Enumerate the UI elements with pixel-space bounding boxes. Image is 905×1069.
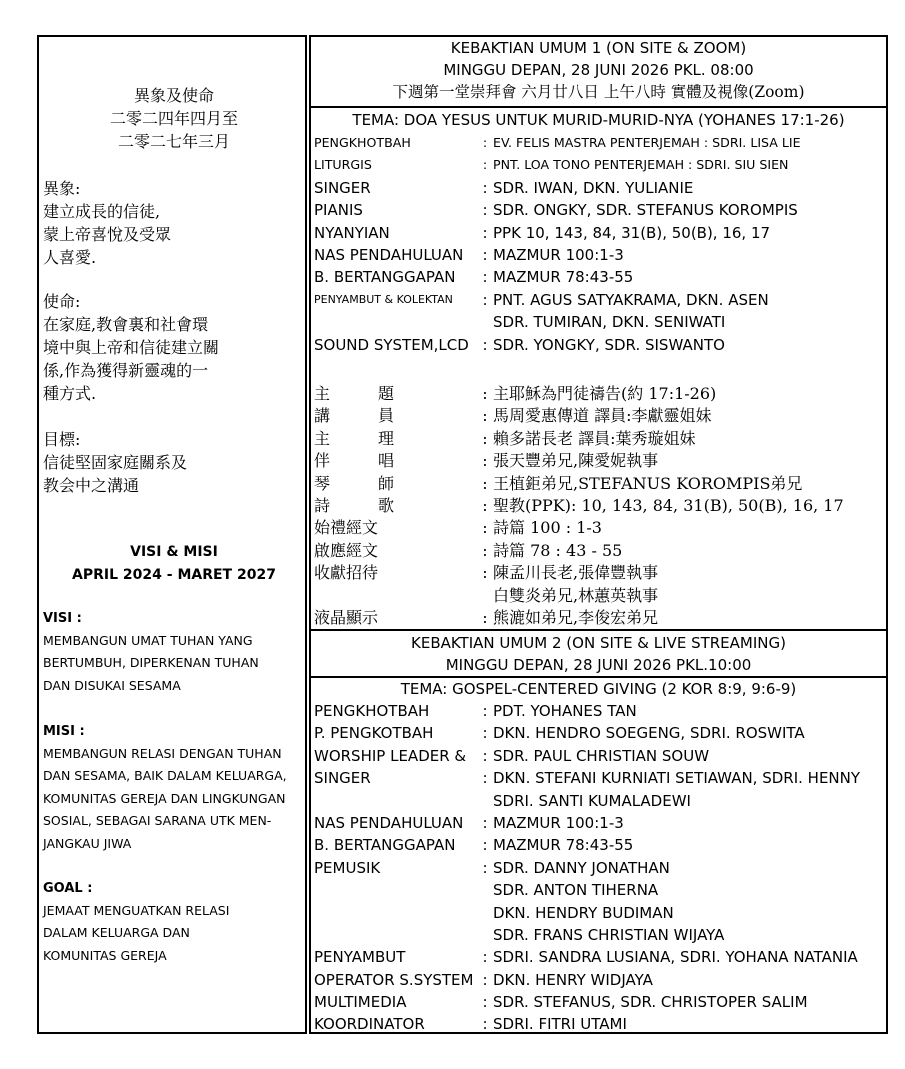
zh-period-1: 二零二四年四月至 (109, 109, 238, 128)
row-value: SDR. PAUL CHRISTIAN SOUW (493, 746, 710, 765)
zh-goal-line: 教会中之溝通 (43, 476, 140, 495)
row-label: SINGER (314, 769, 371, 788)
row-label: WORSHIP LEADER & (314, 746, 467, 765)
zh-vision-block (43, 177, 305, 269)
zh-period-2: 二零二七年三月 (117, 132, 230, 151)
row-label: KOORDINATOR (314, 1015, 425, 1034)
zh-goal-block (43, 428, 305, 497)
vision-mission-panel (37, 35, 307, 1034)
zh-vision-line: 建立成長的信徒, (43, 202, 161, 221)
roster-row: PENGKHOTBAH : PDT. YOHANES TAN (311, 700, 886, 722)
misi-line: SOSIAL, SEBAGAI SARANA UTK MEN- (43, 813, 272, 829)
misi-line: DAN SESAMA, BAIK DALAM KELUARGA, (43, 768, 287, 784)
zh-vision-head: 異象: (43, 179, 81, 198)
row-value: DKN. HENDRY BUDIMAN (493, 903, 674, 922)
zh-mission-line: 係,作為獲得新靈魂的一 (43, 361, 209, 380)
zh-mission-line: 在家庭,教會裏和社會環 (43, 315, 209, 334)
service2-title: KEBAKTIAN UMUM 2 (ON SITE & LIVE STREAMING) (411, 634, 786, 652)
roster-row (311, 790, 886, 812)
row-label: MULTIMEDIA (314, 993, 407, 1012)
row-label: 主 理 (314, 428, 394, 448)
row-label (314, 790, 477, 812)
roster-row: PEMUSIK : SDR. DANNY JONATHAN (311, 857, 886, 879)
row-label: 伴 唱 (314, 451, 394, 471)
zh-roster-row: 收獻招待 : 陳孟川長老,張偉豐執事 (311, 562, 886, 584)
service2-roster (311, 700, 886, 1036)
zh-vision-line: 人喜愛. (43, 248, 97, 267)
row-label: B. BERTANGGAPAN (314, 836, 456, 855)
roster-row: PENYAMBUT : SDRI. SANDRA LUSIANA, SDRI. YOHANA NATANIA (311, 946, 886, 968)
row-label (314, 879, 477, 901)
roster-row: B. BERTANGGAPAN : MAZMUR 78:43-55 (311, 266, 886, 288)
row-label: NYANYIAN (314, 223, 390, 242)
row-label: NAS PENDAHULUAN (314, 813, 464, 832)
row-label (314, 585, 477, 607)
service2-date: MINGGU DEPAN, 28 JUNI 2026 PKL.10:00 (445, 656, 752, 674)
service1-header (311, 37, 886, 103)
row-label: SINGER (314, 178, 371, 197)
row-value: MAZMUR 100:1-3 (493, 813, 624, 832)
row-value: DKN. HENRY WIDJAYA (493, 970, 653, 989)
zh-title: 異象及使命 (133, 86, 214, 105)
zh-roster-row: 主 理 : 賴多諾長老 譯員:葉秀璇姐妹 (311, 428, 886, 450)
roster-row: PENGKHOTBAH : EV. FELIS MASTRA PENTERJEMAH : SDRI. LISA LIE (311, 132, 886, 154)
visi-line: MEMBANGUN UMAT TUHAN YANG (43, 633, 253, 648)
roster-row: PIANIS : SDR. ONGKY, SDR. STEFANUS KOROMPIS (311, 199, 886, 221)
visi-head: VISI : (43, 611, 82, 626)
roster-row: KOORDINATOR : SDRI. FITRI UTAMI (311, 1013, 886, 1035)
zh-roster-row: 講 員 : 馬周愛惠傳道 譯員:李獻靈姐妹 (311, 405, 886, 427)
zh-roster-row: 琴 師 : 王植鉅弟兄,STEFANUS KOROMPIS弟兄 (311, 473, 886, 495)
row-label: B. BERTANGGAPAN (314, 268, 456, 287)
row-label: 始禮經文 (314, 518, 379, 538)
misi-line: KOMUNITAS GEREJA DAN LINGKUNGAN (43, 790, 286, 806)
row-value: SDR. YONGKY, SDR. SISWANTO (493, 335, 725, 354)
zh-roster-row: 伴 唱 : 張天豐弟兄,陳愛妮執事 (311, 450, 886, 472)
row-value: 白雙炎弟兄,林蕙英執事 (493, 585, 659, 605)
row-value: MAZMUR 78:43-55 (493, 268, 634, 287)
zh-roster-row (311, 585, 886, 607)
row-value: SDR. FRANS CHRISTIAN WIJAYA (493, 925, 725, 944)
zh-mission-head: 使命: (43, 292, 81, 311)
row-value: SDR. ANTON TIHERNA (493, 881, 659, 900)
row-label (314, 924, 477, 946)
row-value: 熊漉如弟兄,李俊宏弟兄 (493, 607, 659, 627)
zh-mission-line: 種方式. (43, 384, 97, 403)
service2-theme-block (311, 678, 886, 700)
roster-row: SINGER : SDR. IWAN, DKN. YULIANIE (311, 177, 886, 199)
row-label (314, 311, 477, 333)
row-value: 王植鉅弟兄,STEFANUS KOROMPIS弟兄 (493, 473, 803, 493)
row-label: 琴 師 (314, 473, 394, 493)
row-value: 陳孟川長老,張偉豐執事 (493, 563, 659, 583)
zh-mission-line: 境中與上帝和信徒建立關 (43, 338, 220, 357)
row-value: SDR. IWAN, DKN. YULIANIE (493, 178, 694, 197)
row-label: 主 題 (314, 384, 394, 403)
row-value: MAZMUR 100:1-3 (493, 245, 624, 264)
row-label: 收獻招待 (314, 563, 379, 583)
row-label: NAS PENDAHULUAN (314, 245, 464, 264)
services-panel (309, 35, 888, 1034)
service1-theme-block (311, 109, 886, 131)
roster-row (311, 879, 886, 901)
row-label: PENYAMBUT & KOLEKTAN (314, 292, 453, 306)
row-value: 張天豐弟兄,陳愛妮執事 (493, 451, 659, 471)
roster-row: PENYAMBUT & KOLEKTAN : PNT. AGUS SATYAKRAMA, DKN. ASEN (311, 289, 886, 311)
id-title: VISI & MISI (130, 544, 218, 560)
zh-roster-row: 詩 歌 : 聖教(PPK): 10, 143, 84, 31(B), 50(B), 16, 17 (311, 495, 886, 517)
divider (311, 629, 886, 631)
roster-row: NAS PENDAHULUAN : MAZMUR 100:1-3 (311, 812, 886, 834)
row-label: 詩 歌 (314, 495, 394, 515)
row-value: SDR. ONGKY, SDR. STEFANUS KOROMPIS (493, 201, 798, 220)
zh-vision-title-block (43, 84, 305, 153)
row-label: PENYAMBUT (314, 948, 406, 967)
id-vision-title-block (43, 541, 305, 587)
row-value: PNT. AGUS SATYAKRAMA, DKN. ASEN (493, 290, 769, 309)
service1-title: KEBAKTIAN UMUM 1 (ON SITE & ZOOM) (450, 39, 747, 57)
roster-row: MULTIMEDIA : SDR. STEFANUS, SDR. CHRISTOPER SALIM (311, 991, 886, 1013)
row-value: SDRI. SANTI KUMALADEWI (493, 791, 691, 810)
service1-date: MINGGU DEPAN, 28 JUNI 2026 PKL. 08:00 (443, 61, 754, 79)
row-label: OPERATOR S.SYSTEM (314, 970, 474, 989)
row-label: 液晶顯示 (314, 607, 379, 627)
row-value: 賴多諾長老 譯員:葉秀璇姐妹 (493, 428, 696, 448)
row-value: DKN. STEFANI KURNIATI SETIAWAN, SDRI. HENNY (493, 769, 861, 788)
row-value: MAZMUR 78:43-55 (493, 836, 634, 855)
service1-zh-date: 下週第一堂崇拜會 六月廿八日 上午八時 實體及視像(Zoom) (392, 83, 805, 101)
row-value: 主耶穌為門徒禱告(約 17:1-26) (493, 384, 717, 403)
row-label: SOUND SYSTEM,LCD (314, 335, 469, 354)
row-value: SDR. TUMIRAN, DKN. SENIWATI (493, 313, 726, 332)
zh-goal-line: 信徒堅固家庭關系及 (43, 453, 188, 472)
misi-line: JANGKAU JIWA (43, 835, 132, 851)
row-value: SDR. DANNY JONATHAN (493, 858, 670, 877)
goal-head: GOAL : (43, 881, 93, 896)
zh-roster-row: 始禮經文 : 詩篇 100 : 1-3 (311, 517, 886, 539)
misi-line: MEMBANGUN RELASI DENGAN TUHAN (43, 746, 282, 761)
roster-row: OPERATOR S.SYSTEM : DKN. HENRY WIDJAYA (311, 969, 886, 991)
zh-roster-row: 液晶顯示 : 熊漉如弟兄,李俊宏弟兄 (311, 607, 886, 629)
row-value: SDRI. SANDRA LUSIANA, SDRI. YOHANA NATANIA (493, 948, 858, 967)
misi-block (43, 721, 305, 855)
goal-block (43, 878, 305, 967)
goal-line: KOMUNITAS GEREJA (43, 947, 167, 963)
zh-goal-head: 目標: (43, 430, 81, 449)
row-value: DKN. HENDRO SOEGENG, SDRI. ROSWITA (493, 724, 805, 743)
visi-block (43, 608, 305, 697)
visi-line: DAN DISUKAI SESAMA (43, 677, 181, 693)
row-label (314, 902, 477, 924)
service2-header (311, 632, 886, 676)
id-period: APRIL 2024 - MARET 2027 (72, 567, 276, 583)
row-label: LITURGIS (314, 157, 372, 173)
row-value: SDRI. FITRI UTAMI (493, 1015, 627, 1034)
roster-row: NYANYIAN : PPK 10, 143, 84, 31(B), 50(B), 16, 17 (311, 222, 886, 244)
row-value: 詩篇 78 : 43 - 55 (493, 540, 623, 560)
row-label: PIANIS (314, 201, 363, 220)
roster-row: WORSHIP LEADER & : SDR. PAUL CHRISTIAN SOUW (311, 745, 886, 767)
misi-head: MISI : (43, 724, 85, 739)
row-label: P. PENGKOTBAH (314, 724, 434, 743)
roster-row (311, 311, 886, 333)
roster-row: B. BERTANGGAPAN : MAZMUR 78:43-55 (311, 834, 886, 856)
row-label: PENGKHOTBAH (314, 135, 411, 150)
row-label: PENGKHOTBAH (314, 702, 430, 720)
zh-mission-block (43, 290, 305, 405)
visi-line: BERTUMBUH, DIPERKENAN TUHAN (43, 655, 259, 671)
goal-line: DALAM KELUARGA DAN (43, 925, 190, 941)
row-value: PDT. YOHANES TAN (493, 702, 637, 720)
roster-row (311, 924, 886, 946)
row-value: PPK 10, 143, 84, 31(B), 50(B), 16, 17 (493, 223, 771, 242)
roster-row: NAS PENDAHULUAN : MAZMUR 100:1-3 (311, 244, 886, 266)
row-value: 馬周愛惠傳道 譯員:李獻靈姐妹 (493, 406, 712, 426)
row-label: 啟應經文 (314, 540, 379, 560)
roster-row: SINGER : DKN. STEFANI KURNIATI SETIAWAN, SDRI. HENNY (311, 767, 886, 789)
row-label: 講 員 (314, 406, 394, 426)
zh-vision-line: 蒙上帝喜悅及受眾 (43, 225, 172, 244)
service2-theme: TEMA: GOSPEL-CENTERED GIVING (2 KOR 8:9, 9:6-9) (400, 680, 797, 698)
service1-theme: TEMA: DOA YESUS UNTUK MURID-MURID-NYA (YOHANES 17:1-26) (352, 111, 845, 129)
roster-row: SOUND SYSTEM,LCD : SDR. YONGKY, SDR. SISWANTO (311, 334, 886, 356)
zh-roster-row: 啟應經文 : 詩篇 78 : 43 - 55 (311, 540, 886, 562)
row-value: 詩篇 100 : 1-3 (493, 518, 602, 538)
zh-roster-row: 主 題 : 主耶穌為門徒禱告(約 17:1-26) (311, 383, 886, 405)
roster-row: P. PENGKOTBAH : DKN. HENDRO SOEGENG, SDRI. ROSWITA (311, 722, 886, 744)
roster-row: LITURGIS : PNT. LOA TONO PENTERJEMAH : SDRI. SIU SIEN (311, 154, 886, 176)
divider (311, 106, 886, 108)
goal-line: JEMAAT MENGUATKAN RELASI (43, 903, 230, 918)
row-label: PEMUSIK (314, 858, 381, 877)
row-value: 聖教(PPK): 10, 143, 84, 31(B), 50(B), 16, 17 (493, 495, 844, 515)
row-value: SDR. STEFANUS, SDR. CHRISTOPER SALIM (493, 993, 808, 1012)
row-value: EV. FELIS MASTRA PENTERJEMAH : SDRI. LISA LIE (493, 135, 801, 150)
roster-row (311, 902, 886, 924)
service1-zh-roster (311, 383, 886, 629)
service1-roster (311, 132, 886, 356)
row-value: PNT. LOA TONO PENTERJEMAH : SDRI. SIU SIEN (493, 157, 789, 173)
